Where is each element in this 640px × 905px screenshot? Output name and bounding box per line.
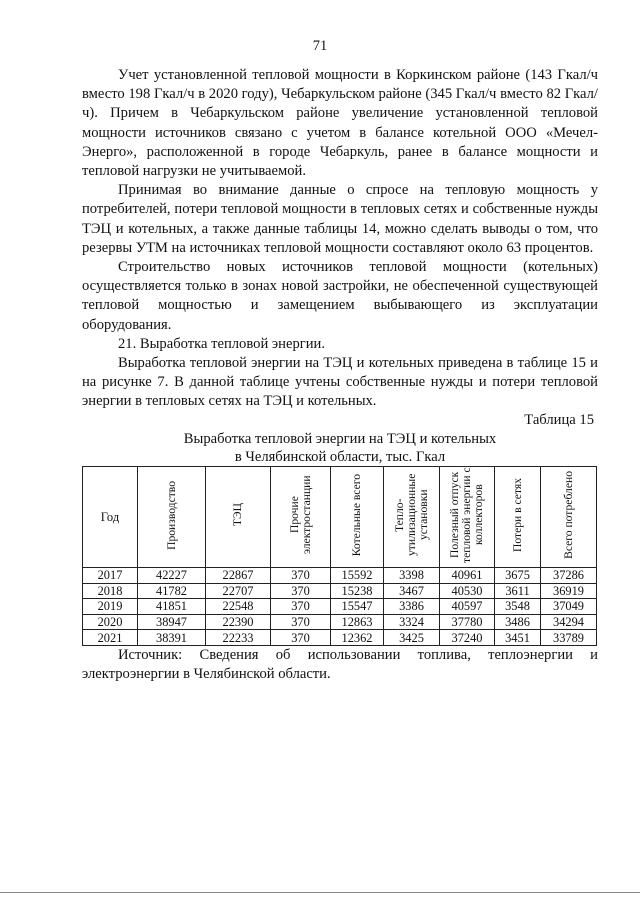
table-cell: 370 xyxy=(271,568,331,584)
table-cell: 40530 xyxy=(440,583,495,599)
table-cell: 22390 xyxy=(206,614,271,630)
table-caption-line-1: Выработка тепловой энергии на ТЭЦ и котельных xyxy=(183,431,497,447)
paragraph-4: Выработка тепловой энергии на ТЭЦ и котельных приведена в таблице 15 и на рисунке 7. В данной таблице учтены собственные нужды и потери тепловой энергии в тепловых сетях на ТЭЦ и котельных. xyxy=(82,355,598,410)
table-cell: 3611 xyxy=(495,583,541,599)
header-heat-recovery: Тепло-утилизационные установки xyxy=(384,467,440,568)
table-cell: 12362 xyxy=(331,630,384,646)
table-cell: 22233 xyxy=(206,630,271,646)
table-cell: 37240 xyxy=(440,630,495,646)
table-cell: 370 xyxy=(271,599,331,615)
table-label: Таблица 15 xyxy=(524,412,594,428)
table-cell: 2020 xyxy=(83,614,138,630)
paragraph-1: Учет установленной тепловой мощности в Коркинском районе (143 Гкал/ч вместо 198 Гкал/ч в 2020 году), Чебаркульском районе (345 Гкал/ч вместо 82 Гкал/ч). Причем в Чебаркульском районе увеличение установленной тепловой мощности источников связано с учетом в балансе котельной ООО «Мечел-Энерго», расположенной в городе Чебаркуль, ранее в балансе мощности и тепловой нагрузки не учитываемой. xyxy=(82,67,598,180)
table-cell: 22707 xyxy=(206,583,271,599)
table-cell: 2018 xyxy=(83,583,138,599)
table-cell: 15592 xyxy=(331,568,384,584)
table-cell: 34294 xyxy=(541,614,597,630)
table-cell: 40597 xyxy=(440,599,495,615)
table-cell: 12863 xyxy=(331,614,384,630)
header-production: Производство xyxy=(138,467,206,568)
table-cell: 370 xyxy=(271,614,331,630)
table-cell: 3386 xyxy=(384,599,440,615)
table-cell: 41851 xyxy=(138,599,206,615)
table-cell: 15547 xyxy=(331,599,384,615)
table-cell: 3675 xyxy=(495,568,541,584)
header-total-consumed: Всего потреблено xyxy=(541,467,597,568)
header-year: Год xyxy=(83,467,138,568)
table-header-row xyxy=(83,467,597,568)
table-cell: 22548 xyxy=(206,599,271,615)
paragraph-3: Строительство новых источников тепловой мощности (котельных) осуществляется только в зонах новой застройки, не обеспеченной существующей тепловой мощностью и замещением выбывающего из эксплуатации оборудования. xyxy=(82,259,598,333)
table-cell: 3425 xyxy=(384,630,440,646)
table-row xyxy=(83,599,597,615)
paragraph-2: Принимая во внимание данные о спросе на тепловую мощность у потребителей, потери тепловой мощности в тепловых сетях и собственные нужды ТЭЦ и котельных, а также данные таблицы 14, можно сделать выводы о том, что резервы УТМ на источниках тепловой мощности составляют около 63 процентов. xyxy=(82,182,598,256)
table-source-note: Источник: Сведения об использовании топлива, теплоэнергии и электроэнергии в Челябинской области. xyxy=(82,647,598,683)
table-row xyxy=(83,568,597,584)
table-cell: 41782 xyxy=(138,583,206,599)
heat-production-table xyxy=(82,466,597,646)
table-caption-line-2: в Челябинской области, тыс. Гкал xyxy=(234,449,446,465)
table-caption xyxy=(82,430,598,466)
table-row xyxy=(83,614,597,630)
table-cell: 33789 xyxy=(541,630,597,646)
header-tec: ТЭЦ xyxy=(206,467,271,568)
table-cell: 37049 xyxy=(541,599,597,615)
header-other-plants: Прочие электростанции xyxy=(271,467,331,568)
table-cell: 42227 xyxy=(138,568,206,584)
table-cell: 3398 xyxy=(384,568,440,584)
body-text xyxy=(82,66,598,412)
table-cell: 2019 xyxy=(83,599,138,615)
table-cell: 2017 xyxy=(83,568,138,584)
table-cell: 22867 xyxy=(206,568,271,584)
page-number: 71 xyxy=(312,38,328,54)
table-cell: 3324 xyxy=(384,614,440,630)
header-network-losses: Потери в сетях xyxy=(495,467,541,568)
table-cell: 2021 xyxy=(83,630,138,646)
table-cell: 40961 xyxy=(440,568,495,584)
table-cell: 15238 xyxy=(331,583,384,599)
header-useful-supply: Полезный отпуск тепловой энергии с коллекторов xyxy=(440,467,495,568)
table-cell: 37286 xyxy=(541,568,597,584)
page-bottom-rule xyxy=(0,892,640,893)
table-cell: 3451 xyxy=(495,630,541,646)
header-boilers-total: Котельные всего xyxy=(331,467,384,568)
table-cell: 370 xyxy=(271,630,331,646)
table-row xyxy=(83,583,597,599)
table-cell: 36919 xyxy=(541,583,597,599)
table-cell: 3548 xyxy=(495,599,541,615)
table-cell: 38391 xyxy=(138,630,206,646)
table-cell: 3486 xyxy=(495,614,541,630)
table-cell: 370 xyxy=(271,583,331,599)
table-cell: 3467 xyxy=(384,583,440,599)
section-heading: 21. Выработка тепловой энергии. xyxy=(118,335,325,352)
table-cell: 38947 xyxy=(138,614,206,630)
table-row xyxy=(83,630,597,646)
table-cell: 37780 xyxy=(440,614,495,630)
